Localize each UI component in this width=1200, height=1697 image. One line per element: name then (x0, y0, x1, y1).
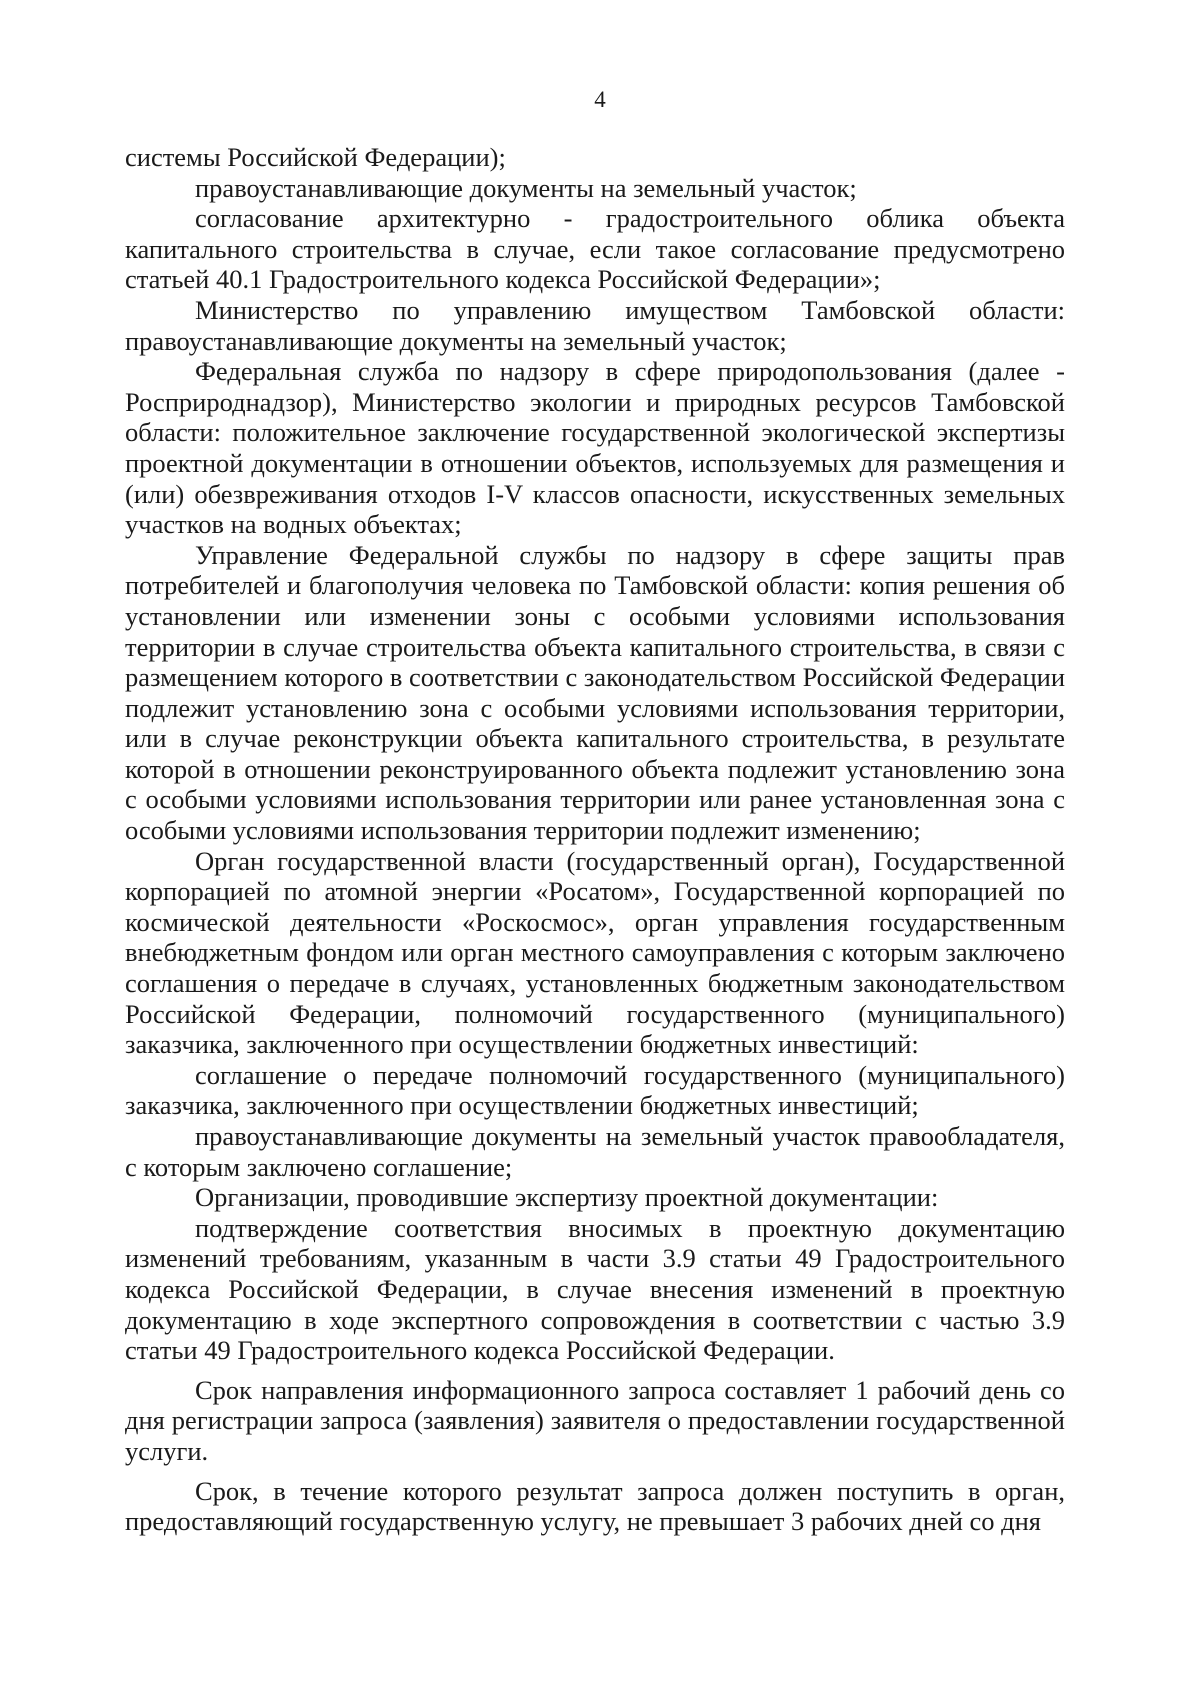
paragraph: Срок направления информационного запроса составляет 1 рабочий день со дня регистрации запроса (заявления) заявителя о предоставлении государственной услуги. (125, 1374, 1065, 1466)
paragraph: Орган государственной власти (государственный орган), Государственной корпорацией по атомной энергии «Росатом», Государственной корпорацией по космической деятельности «Роскосмос», орган управления государственным внебюджетным фондом или орган местного самоуправления с которым заключено соглашения о передаче в случаях, установленных бюджетным законодательством Российской Федерации, полномочий государственного (муниципального) заказчика, заключенного при осуществлении бюджетных инвестиций: (125, 845, 1065, 1060)
paragraph: подтверждение соответствия вносимых в проектную документацию изменений требованиям, указанным в части 3.9 статьи 49 Градостроительного кодекса Российской Федерации, в случае внесения изменений в проектную документацию в ходе экспертного сопровождения в соответствии с частью 3.9 статьи 49 Градостроительного кодекса Российской Федерации. (125, 1212, 1065, 1366)
paragraph: системы Российской Федерации); (125, 142, 506, 172)
paragraph: согласование архитектурно - градостроительного облика объекта капитального строительства в случае, если такое согласование предусмотрено статьей 40.1 Градостроительного кодекса Российской Федерации»; (125, 203, 1065, 295)
paragraph: Федеральная служба по надзору в сфере природопользования (далее - Росприроднадзор), Министерство экологии и природных ресурсов Тамбовской области: положительное заключение государственной экологической экспертизы проектной документации в отношении объектов, используемых для размещения и (или) обезвреживания отходов I-V классов опасности, искусственных земельных участков на водных объектах; (125, 356, 1065, 540)
paragraph: Министерство по управлению имуществом Тамбовской области: правоустанавливающие документы на земельный участок; (125, 294, 1065, 356)
paragraph: правоустанавливающие документы на земельный участок; (195, 172, 857, 203)
paragraph: правоустанавливающие документы на земельный участок правообладателя, с которым заключено соглашение; (125, 1121, 1065, 1182)
paragraph: Срок, в течение которого результат запроса должен поступить в орган, предоставляющий государственную услугу, не превышает 3 рабочих дней со дня (125, 1475, 1065, 1537)
page-number: 4 (594, 87, 606, 112)
paragraph: Управление Федеральной службы по надзору в сфере защиты прав потребителей и благополучия человека по Тамбовской области: копия решения об установлении или изменении зоны с особыми условиями использования территории в случае строительства объекта капитального строительства, в связи с размещением которого в соответствии с законодательством Российской Федерации подлежит установлению зона с особыми условиями использования территории, или в случае реконструкции объекта капитального строительства, в результате которой в отношении реконструированного объекта подлежит установлению зона с особыми условиями использования территории или ранее установленная зона с особыми условиями использования территории подлежит изменению; (125, 539, 1065, 846)
document-body (125, 142, 1065, 1537)
paragraph: Организации, проводившие экспертизу проектной документации: (195, 1182, 939, 1213)
paragraph: соглашение о передаче полномочий государственного (муниципального) заказчика, заключенного при осуществлении бюджетных инвестиций; (125, 1059, 1065, 1121)
